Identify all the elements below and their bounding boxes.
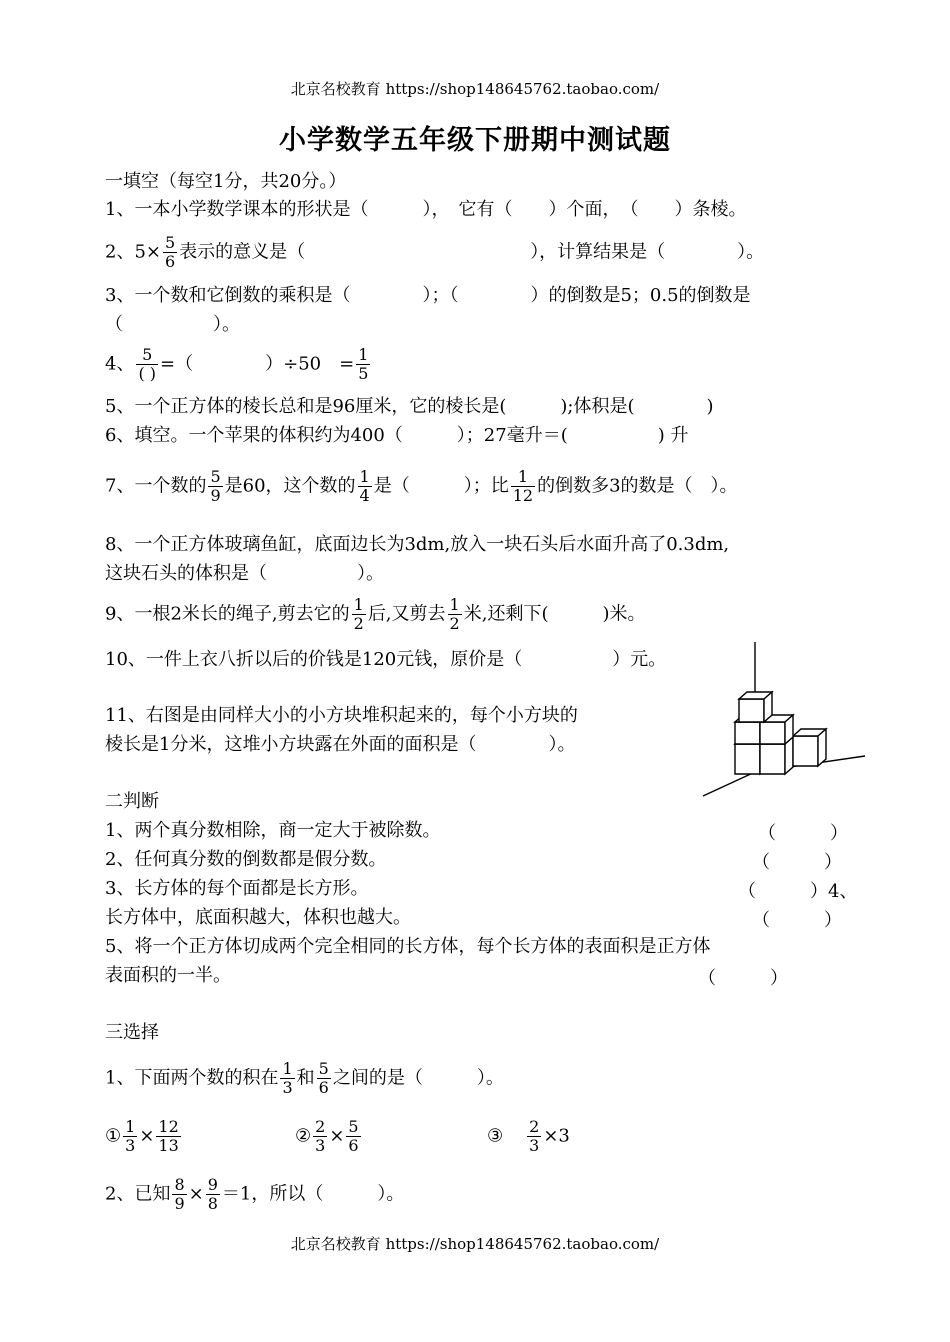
s2-q1-answer: （ ） (758, 823, 848, 844)
s3-q1-option-1: ① $\frac{1}{3}$ × $\frac{12}{13}$ (105, 1117, 179, 1155)
section-1-heading: 一填空（每空1分，共20分。） (105, 171, 347, 192)
s2-q2: 2、任何真分数的倒数都是假分数。 (105, 849, 387, 870)
page-footer: 北京名校教育 https://shop148645762.taobao.com/ (290, 1235, 660, 1253)
s1-q11-line2: 棱长是1分米，这堆小方块露在外面的面积是（ ）。 (105, 734, 576, 755)
s2-q3: 3、长方体的每个面都是长方形。 (105, 878, 369, 899)
s1-q5: 5、一个正方体的棱长总和是96厘米，它的棱长是( );体积是( ) (105, 396, 714, 417)
s1-q8-line2: 这块石头的体积是（ ）。 (105, 563, 384, 584)
s2-q1: 1、两个真分数相除，商一定大于被除数。 (105, 820, 441, 841)
s2-q3-answer: （ ）4、 (738, 881, 858, 902)
fraction: $\frac{1}{3}$ (125, 1117, 136, 1155)
fraction: $\frac{12}{13}$ (158, 1117, 179, 1155)
fraction: $\frac{5}{6}$ (348, 1117, 359, 1155)
s1-q8-line1: 8、一个正方体玻璃鱼缸，底面边长为3dm,放入一块石头后水面升高了0.3dm, (105, 534, 730, 555)
page-title: 小学数学五年级下册期中测试题 (279, 125, 671, 156)
cube (739, 692, 772, 722)
s1-q2: 2、5× $\frac{5}{6}$ 表示的意义是（ ），计算结果是（ ）。 (105, 233, 765, 271)
cube (793, 729, 826, 766)
s1-q1: 1、一本小学数学课本的形状是（ ）， 它有（ ）个面， （ ）条棱。 (105, 199, 747, 220)
section-3-heading: 三选择 (105, 1022, 159, 1043)
s2-q2-answer: （ ） (752, 852, 842, 873)
s1-q10: 10、一件上衣八折以后的价钱是120元钱，原价是（ ）元。 (105, 649, 667, 670)
s2-q4-answer: （ ） (752, 910, 842, 931)
fraction: $\frac{5}{6}$ (318, 1059, 329, 1097)
section-2-heading: 二判断 (105, 791, 159, 812)
s2-q5-line1: 5、将一个正方体切成两个完全相同的长方体，每个长方体的表面积是正方体 (105, 936, 711, 957)
s2-q5-line2: 表面积的一半。 (105, 965, 231, 986)
s2-q5-answer: （ ） (698, 968, 788, 989)
fraction: $\frac{2}{3}$ (315, 1117, 326, 1155)
fraction: $\frac{1}{4}$ (359, 467, 370, 505)
s1-q11-line1: 11、右图是由同样大小的小方块堆积起来的，每个小方块的 (105, 705, 578, 726)
s3-q2: 2、已知 $\frac{8}{9}$ × $\frac{9}{8}$ ＝1，所以（ ）。 (105, 1175, 405, 1213)
fraction: $\frac{1}{3}$ (282, 1059, 293, 1097)
fraction: $\frac{2}{3}$ (529, 1117, 540, 1155)
s3-q1-option-2: ② $\frac{2}{3}$ × $\frac{5}{6}$ (295, 1117, 359, 1155)
fraction: $\frac{5}{9}$ (210, 467, 221, 505)
s1-q7: 7、一个数的 $\frac{5}{9}$ 是60，这个数的 $\frac{1}{4}$ 是（ ）；比 $\frac{1}{12}$ 的倒数多3的数是（ ）。 (105, 467, 738, 505)
fraction: $\frac{1}{2}$ (353, 595, 364, 633)
fraction: $\frac{1}{12}$ (512, 467, 534, 505)
fraction: $\frac{1}{5}$ (358, 345, 369, 383)
s1-q9: 9、一根2米长的绳子,剪去它的 $\frac{1}{2}$ 后,又剪去 $\frac{1}{2}$ 米,还剩下( )米。 (105, 595, 646, 633)
s1-q4: 4、 5 ( ) =（ ）÷50 = $\frac{1}{5}$ (105, 345, 369, 383)
fraction: $\frac{1}{2}$ (449, 595, 460, 633)
s3-q1: 1、下面两个数的积在 $\frac{1}{3}$ 和 $\frac{5}{6}$ 之间的是（ ）。 (105, 1059, 504, 1097)
s3-q1-option-3: ③ $\frac{2}{3}$ ×3 (487, 1117, 570, 1155)
fraction: $\frac{9}{8}$ (207, 1175, 218, 1213)
fraction: $\frac{8}{9}$ (174, 1175, 185, 1213)
s1-q6: 6、填空。一个苹果的体积约为400（ ）；27毫升＝( ) 升 (105, 425, 689, 446)
s1-q3-line2: （ ）。 (105, 314, 240, 335)
cube-stack-figure (695, 636, 875, 802)
fraction: 5 ( ) (138, 345, 157, 383)
page-header: 北京名校教育 https://shop148645762.taobao.com/ (290, 80, 660, 98)
fraction: $\frac{5}{6}$ (165, 233, 176, 271)
s1-q3-line1: 3、一个数和它倒数的乘积是（ ）；（ ）的倒数是5；0.5的倒数是 (105, 285, 751, 306)
s2-q4: 长方体中，底面积越大，体积也越大。 (105, 907, 411, 928)
